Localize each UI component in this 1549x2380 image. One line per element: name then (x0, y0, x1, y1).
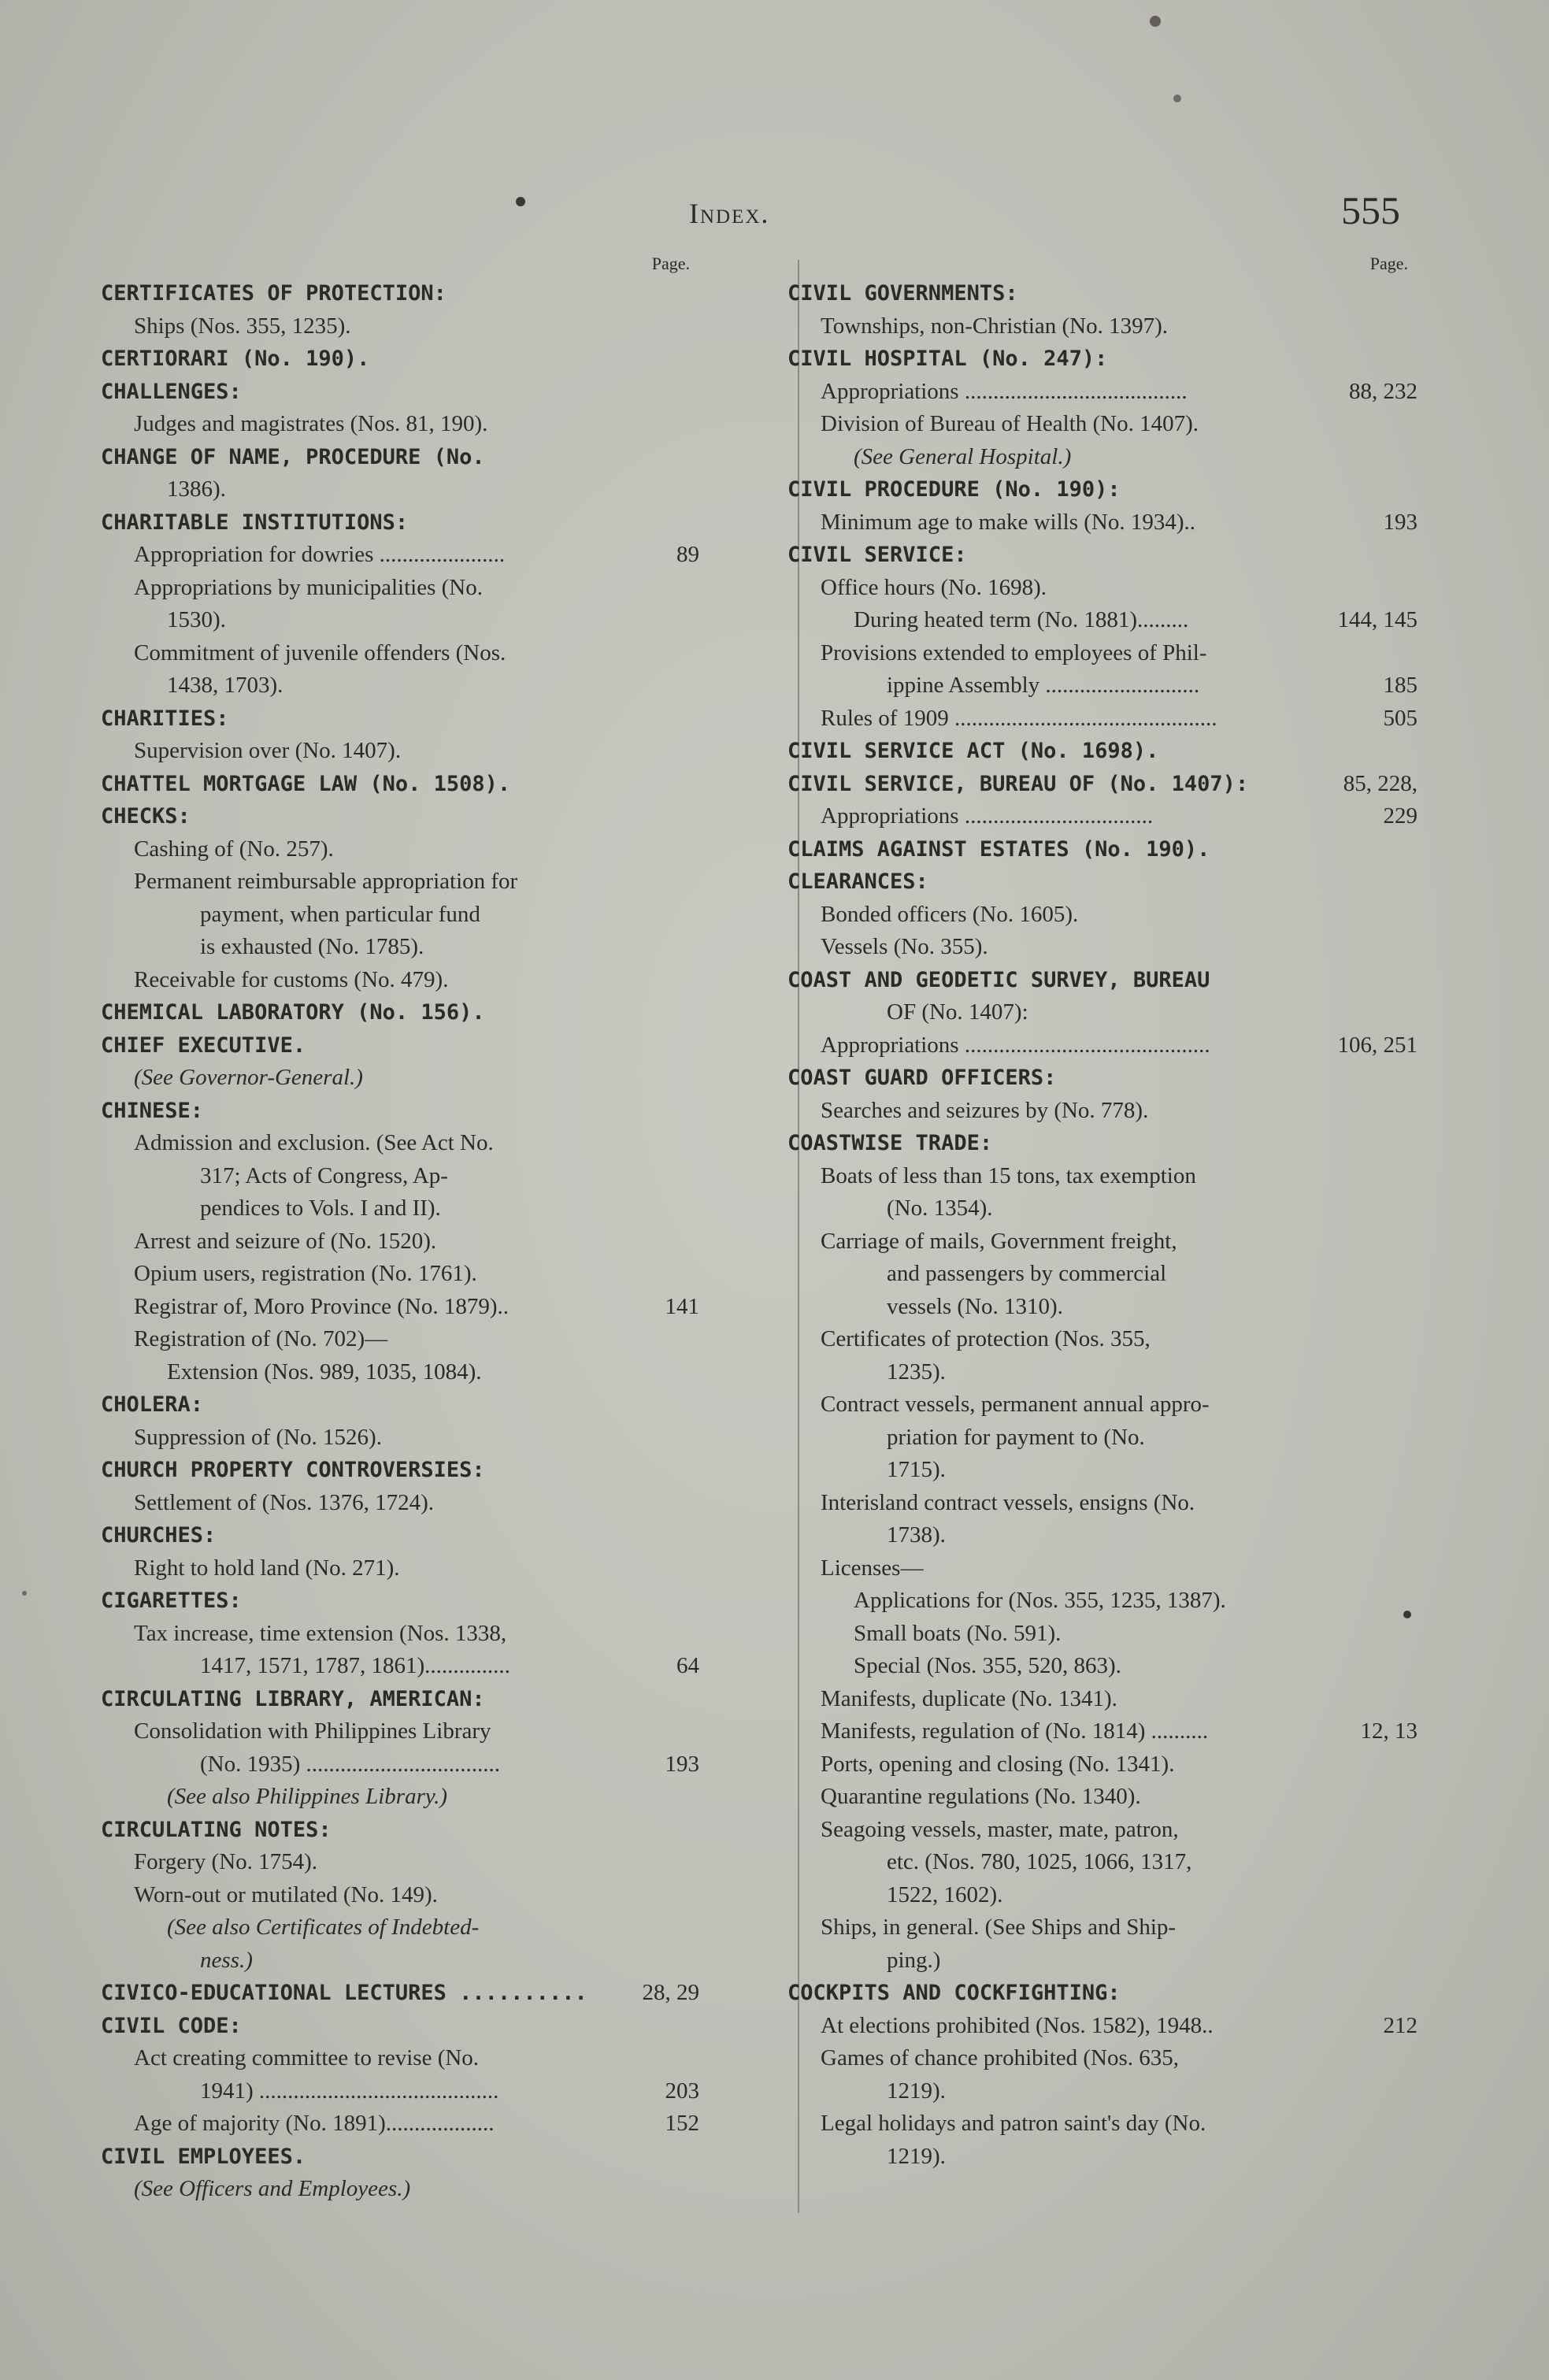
running-header: Index. (689, 198, 770, 229)
entry-text: ness.) (200, 1947, 253, 1973)
index-heading (101, 441, 699, 474)
index-subentry (101, 310, 699, 343)
entry-text: Opium users, registration (No. 1761). (134, 1261, 477, 1286)
entry-text: Games of chance prohibited (Nos. 635, (821, 2045, 1180, 2070)
entry-page-ref: 193 (665, 1751, 699, 1777)
index-heading (101, 1388, 699, 1422)
entry-text: Office hours (No. 1698). (821, 574, 1047, 600)
entry-text: CHEMICAL LABORATORY (No. 156). (101, 1000, 485, 1025)
entry-text: Quarantine regulations (No. 1340). (821, 1784, 1141, 1809)
entry-text: Interisland contract vessels, ensigns (No. (821, 1489, 1195, 1515)
entry-text: Manifests, duplicate (No. 1341). (821, 1685, 1117, 1711)
index-subentry (787, 1519, 1417, 1552)
index-subentry (787, 1291, 1417, 1324)
entry-page-ref: 64 (676, 1653, 699, 1678)
entry-text: Legal holidays and patron saint's day (No. (821, 2111, 1206, 2136)
index-heading (787, 1977, 1417, 2010)
index-heading (101, 703, 699, 736)
entry-text: CHARITABLE INSTITUTIONS: (101, 510, 409, 535)
index-subentry (101, 1487, 699, 1520)
index-heading (101, 768, 699, 801)
index-subentry (101, 1323, 699, 1356)
scan-speck (22, 1591, 27, 1596)
entry-text: and passengers by commercial (887, 1261, 1167, 1286)
entry-text: At elections prohibited (Nos. 1582), 1948.. (821, 2012, 1214, 2038)
index-subentry (101, 833, 699, 866)
entry-page-ref: 106, 251 (1337, 1032, 1417, 1058)
entry-text: COCKPITS AND COCKFIGHTING: (787, 1981, 1121, 2005)
entry-text: CIGARETTES: (101, 1589, 242, 1613)
index-subentry (787, 2010, 1417, 2043)
index-heading (787, 833, 1417, 866)
index-subentry (787, 996, 1417, 1029)
entry-text: Vessels (No. 355). (821, 934, 988, 959)
entry-text: Supervision over (No. 1407). (134, 738, 402, 763)
index-subentry (787, 604, 1417, 637)
index-subentry (101, 1879, 699, 1912)
index-subentry (787, 1814, 1417, 1847)
index-subentry (101, 2042, 699, 2075)
entry-text: Appropriation for dowries ...................... (134, 542, 506, 567)
scan-speck (1173, 95, 1181, 102)
entry-text: ping.) (887, 1947, 941, 1973)
index-subentry (101, 539, 699, 572)
entry-text: Extension (Nos. 989, 1035, 1084). (167, 1359, 482, 1385)
index-subentry (787, 572, 1417, 605)
index-subentry (101, 1356, 699, 1389)
entry-page-ref: 203 (665, 2078, 699, 2104)
index-heading (787, 735, 1417, 768)
entry-text: Ships, in general. (See Ships and Ship- (821, 1915, 1177, 1940)
index-subentry (787, 1781, 1417, 1814)
index-subentry (101, 1944, 699, 1978)
entry-page-ref: 144, 145 (1337, 607, 1417, 632)
entry-text: Manifests, regulation of (No. 1814) .......... (821, 1718, 1209, 1744)
index-heading (101, 376, 699, 409)
entry-text: Appropriations ....................................... (821, 378, 1188, 404)
index-subentry (101, 964, 699, 997)
entry-text: Searches and seizures by (No. 778). (821, 1097, 1149, 1123)
index-subentry (101, 1618, 699, 1651)
right-column (787, 254, 1417, 2173)
index-heading (101, 1814, 699, 1847)
index-subentry (787, 1911, 1417, 1944)
entry-text: COASTWISE TRADE: (787, 1131, 993, 1155)
index-subentry (787, 1323, 1417, 1356)
index-subentry (787, 1715, 1417, 1748)
index-subentry (101, 1911, 699, 1944)
entry-text: Right to hold land (No. 271). (134, 1555, 400, 1581)
index-subentry (101, 1225, 699, 1259)
index-heading (101, 277, 699, 310)
entry-text: CHURCH PROPERTY CONTROVERSIES: (101, 1458, 485, 1482)
entry-text: Settlement of (Nos. 1376, 1724). (134, 1489, 434, 1515)
index-heading (787, 343, 1417, 376)
index-heading (101, 996, 699, 1029)
index-subentry (787, 2108, 1417, 2141)
entry-page-ref: 89 (676, 542, 699, 567)
scan-speck (1403, 1611, 1411, 1618)
entry-text: Contract vessels, permanent annual appro- (821, 1392, 1210, 1417)
index-subentry (787, 1029, 1417, 1062)
index-heading (101, 1519, 699, 1552)
entry-text: (No. 1935) .................................. (200, 1751, 501, 1777)
index-heading (101, 2141, 699, 2174)
index-subentry (787, 1356, 1417, 1389)
entry-page-ref: 85, 228, 229 (1343, 770, 1417, 829)
entry-text: 1438, 1703). (167, 673, 283, 698)
entry-text: Arrest and seizure of (No. 1520). (134, 1228, 437, 1254)
entry-text: Licenses— (821, 1555, 924, 1581)
index-heading (787, 539, 1417, 572)
index-subentry (787, 1192, 1417, 1225)
entry-text: CHATTEL MORTGAGE LAW (No. 1508). (101, 771, 511, 796)
entry-text: (See also Certificates of Indebted- (167, 1915, 480, 1940)
index-subentry (101, 1291, 699, 1324)
page-column-label: Page. (651, 254, 690, 273)
entry-text: CERTIFICATES OF PROTECTION: (101, 281, 447, 306)
index-heading (101, 1454, 699, 1487)
entry-text: CIRCULATING NOTES: (101, 1817, 332, 1842)
scan-speck (516, 197, 525, 206)
index-heading (101, 1683, 699, 1716)
entry-text: CIVIL EMPLOYEES. (101, 2144, 306, 2169)
index-subentry (787, 1618, 1417, 1651)
entry-text: CIVICO-EDUCATIONAL LECTURES .......... (101, 1981, 587, 2005)
entry-text: Suppression of (No. 1526). (134, 1424, 382, 1450)
entry-text: 1386). (167, 476, 226, 502)
entry-text: During heated term (No. 1881)......... (854, 607, 1189, 632)
index-subentry (787, 1487, 1417, 1520)
index-subentry (787, 2075, 1417, 2108)
index-subentry (101, 408, 699, 441)
entry-text: Rules of 1909 .............................................. (821, 705, 1217, 731)
index-subentry (101, 1781, 699, 1814)
entry-text: Admission and exclusion. (See Act No. (134, 1130, 494, 1155)
entry-text: Small boats (No. 591). (854, 1620, 1062, 1646)
index-subentry (101, 1748, 699, 1781)
entry-text: CIVIL SERVICE: (787, 543, 967, 567)
entry-text: 1530). (167, 607, 226, 632)
entry-text: 1219). (887, 2078, 946, 2104)
entry-text: Forgery (No. 1754). (134, 1849, 318, 1874)
entry-text: 1235). (887, 1359, 946, 1385)
index-heading (787, 473, 1417, 506)
index-subentry (787, 2042, 1417, 2075)
entry-text: CHOLERA: (101, 1392, 204, 1417)
entry-text: CHANGE OF NAME, PROCEDURE (No. (101, 444, 485, 469)
index-subentry (787, 1160, 1417, 1193)
index-subentry (101, 1258, 699, 1291)
entry-text: Ports, opening and closing (No. 1341). (821, 1751, 1175, 1777)
index-subentry (101, 2173, 699, 2206)
left-column (101, 254, 699, 2206)
entry-page-ref: 193 (1383, 509, 1417, 535)
entry-text: (See also Philippines Library.) (167, 1784, 448, 1809)
index-subentry (787, 1552, 1417, 1585)
page-column-label: Page. (1369, 254, 1408, 273)
entry-text: pendices to Vols. I and II). (200, 1196, 441, 1221)
index-heading (787, 277, 1417, 310)
entry-text: CLAIMS AGAINST ESTATES (No. 190). (787, 836, 1210, 862)
entry-text: CIVIL CODE: (101, 2013, 242, 2038)
index-subentry (101, 473, 699, 506)
entry-text: CHINESE: (101, 1098, 204, 1123)
entry-text: Provisions extended to employees of Phil- (821, 639, 1207, 665)
entry-text: CHARITIES: (101, 706, 229, 731)
index-subentry (787, 376, 1417, 409)
index-subentry (787, 506, 1417, 539)
entry-page-ref: 88, 232 (1349, 378, 1417, 404)
entry-text: CIVIL PROCEDURE (No. 190): (787, 477, 1121, 502)
entry-text: CIVIL HOSPITAL (No. 247): (787, 347, 1108, 371)
index-heading (787, 866, 1417, 899)
entry-text: is exhausted (No. 1785). (200, 934, 424, 959)
index-heading (787, 964, 1417, 997)
index-subentry (787, 1683, 1417, 1716)
entry-text: payment, when particular fund (200, 901, 480, 927)
index-subentry (787, 1095, 1417, 1128)
entry-text: Division of Bureau of Health (No. 1407). (821, 411, 1199, 436)
index-subentry (787, 2141, 1417, 2174)
index-subentry (101, 604, 699, 637)
entry-text: Appropriations ........................................... (821, 1032, 1210, 1058)
entry-text: Certificates of protection (Nos. 355, (821, 1326, 1151, 1351)
entry-text: Special (Nos. 355, 520, 863). (854, 1653, 1121, 1678)
index-subentry (101, 1062, 699, 1095)
index-subentry (787, 1225, 1417, 1259)
entry-text: CHIEF EXECUTIVE. (101, 1032, 306, 1058)
entry-text: Appropriations ................................. (821, 803, 1154, 829)
entry-text: CIVIL GOVERNMENTS: (787, 281, 1018, 306)
index-heading (101, 1977, 699, 2010)
entry-text: COAST GUARD OFFICERS: (787, 1066, 1057, 1090)
index-subentry (101, 1552, 699, 1585)
index-subentry (101, 1422, 699, 1455)
index-subentry (101, 2108, 699, 2141)
entry-text: Worn-out or mutilated (No. 149). (134, 1881, 438, 1907)
index-subentry (101, 735, 699, 768)
index-subentry (101, 637, 699, 670)
index-heading (101, 1585, 699, 1618)
index-subentry (787, 1422, 1417, 1455)
entry-page-ref: 505 (1383, 705, 1417, 731)
entry-text: CHALLENGES: (101, 379, 242, 404)
index-heading (101, 1095, 699, 1128)
entry-text: Age of majority (No. 1891)................... (134, 2111, 495, 2136)
index-subentry (787, 1585, 1417, 1618)
index-subentry (787, 899, 1417, 932)
entry-text: CHECKS: (101, 804, 191, 829)
entry-page-ref: 141 (665, 1293, 699, 1319)
entry-text: (See Governor-General.) (134, 1065, 363, 1090)
index-heading (787, 1127, 1417, 1160)
entry-text: Permanent reimbursable appropriation for (134, 869, 518, 894)
index-subentry (101, 1715, 699, 1748)
scan-speck (1150, 16, 1161, 27)
index-subentry (101, 1127, 699, 1160)
entry-text: 1941) .......................................... (200, 2078, 499, 2104)
right-entries (787, 277, 1417, 2173)
entry-text: OF (No. 1407): (887, 999, 1028, 1025)
index-subentry (787, 1748, 1417, 1781)
entry-text: (See Officers and Employees.) (134, 2176, 411, 2201)
index-subentry (787, 1944, 1417, 1978)
index-subentry (787, 931, 1417, 964)
entry-text: Bonded officers (No. 1605). (821, 901, 1079, 927)
entry-text: priation for payment to (No. (887, 1424, 1145, 1450)
entry-text: CERTIORARI (No. 190). (101, 347, 370, 371)
index-subentry (101, 2075, 699, 2108)
entry-text: Act creating committee to revise (No. (134, 2045, 480, 2070)
entry-text: Receivable for customs (No. 479). (134, 966, 449, 992)
index-subentry (101, 1846, 699, 1879)
index-subentry (787, 310, 1417, 343)
index-heading (101, 1029, 699, 1062)
entry-text: Appropriations by municipalities (No. (134, 574, 483, 600)
entry-text: Seagoing vessels, master, mate, patron, (821, 1816, 1179, 1842)
entry-text: Applications for (Nos. 355, 1235, 1387). (854, 1588, 1226, 1613)
entry-text: 1715). (887, 1457, 946, 1482)
index-subentry (101, 866, 699, 899)
index-subentry (787, 441, 1417, 474)
index-subentry (787, 1454, 1417, 1487)
entry-text: etc. (Nos. 780, 1025, 1066, 1317, (887, 1849, 1192, 1874)
entry-text: Tax increase, time extension (Nos. 1338, (134, 1620, 507, 1646)
left-entries (101, 277, 699, 2206)
entry-text: Commitment of juvenile offenders (Nos. (134, 639, 506, 665)
index-subentry (101, 1192, 699, 1225)
index-heading (787, 1062, 1417, 1095)
entry-text: 1522, 1602). (887, 1881, 1003, 1907)
entry-text: (See General Hospital.) (854, 443, 1072, 469)
index-heading (101, 506, 699, 539)
index-subentry (787, 637, 1417, 670)
entry-text: CLEARANCES: (787, 869, 928, 894)
index-subentry (101, 931, 699, 964)
entry-page-ref: 12, 13 (1360, 1718, 1417, 1744)
index-subentry (101, 1650, 699, 1683)
index-subentry (101, 1160, 699, 1193)
entry-text: Registrar of, Moro Province (No. 1879).. (134, 1293, 509, 1319)
index-subentry (787, 1650, 1417, 1683)
entry-page-ref: 185 (1383, 673, 1417, 698)
page-number: 555 (1341, 188, 1400, 232)
index-subentry (787, 669, 1417, 703)
index-subentry (101, 572, 699, 605)
entry-text: CIRCULATING LIBRARY, AMERICAN: (101, 1686, 485, 1711)
entry-text: vessels (No. 1310). (887, 1293, 1063, 1319)
index-subentry (787, 703, 1417, 736)
entry-text: 317; Acts of Congress, Ap- (200, 1162, 448, 1188)
entry-text: Registration of (No. 702)— (134, 1326, 388, 1351)
entry-text: Carriage of mails, Government freight, (821, 1228, 1177, 1254)
entry-text: Townships, non-Christian (No. 1397). (821, 313, 1169, 339)
entry-page-ref: 152 (665, 2111, 699, 2136)
entry-text: Judges and magistrates (Nos. 81, 190). (134, 411, 488, 436)
entry-text: CIVIL SERVICE ACT (No. 1698). (787, 739, 1159, 763)
index-heading (101, 800, 699, 833)
entry-text: CIVIL SERVICE, BUREAU OF (No. 1407): (787, 771, 1249, 796)
index-subentry (787, 1846, 1417, 1879)
index-subentry (787, 1388, 1417, 1422)
index-subentry (101, 669, 699, 703)
entry-text: (No. 1354). (887, 1196, 993, 1221)
entry-text: CHURCHES: (101, 1523, 217, 1548)
index-subentry (787, 408, 1417, 441)
entry-text: Ships (Nos. 355, 1235). (134, 313, 351, 339)
entry-text: COAST AND GEODETIC SURVEY, BUREAU (787, 967, 1210, 992)
entry-text: 1219). (887, 2143, 946, 2169)
index-subentry (787, 1258, 1417, 1291)
entry-page-ref: 212 (1383, 2012, 1417, 2038)
entry-page-ref: 28, 29 (642, 1980, 699, 2005)
index-heading (101, 2010, 699, 2043)
entry-text: ippine Assembly ........................... (887, 673, 1200, 698)
entry-text: Boats of less than 15 tons, tax exemption (821, 1162, 1196, 1188)
index-heading (101, 343, 699, 376)
entry-text: 1738). (887, 1522, 946, 1548)
entry-text: Cashing of (No. 257). (134, 836, 334, 862)
index-subentry (101, 899, 699, 932)
entry-text: 1417, 1571, 1787, 1861)............... (200, 1653, 510, 1678)
entry-text: Minimum age to make wills (No. 1934).. (821, 509, 1196, 535)
entry-text: Consolidation with Philippines Library (134, 1718, 491, 1744)
index-subentry (787, 1879, 1417, 1912)
